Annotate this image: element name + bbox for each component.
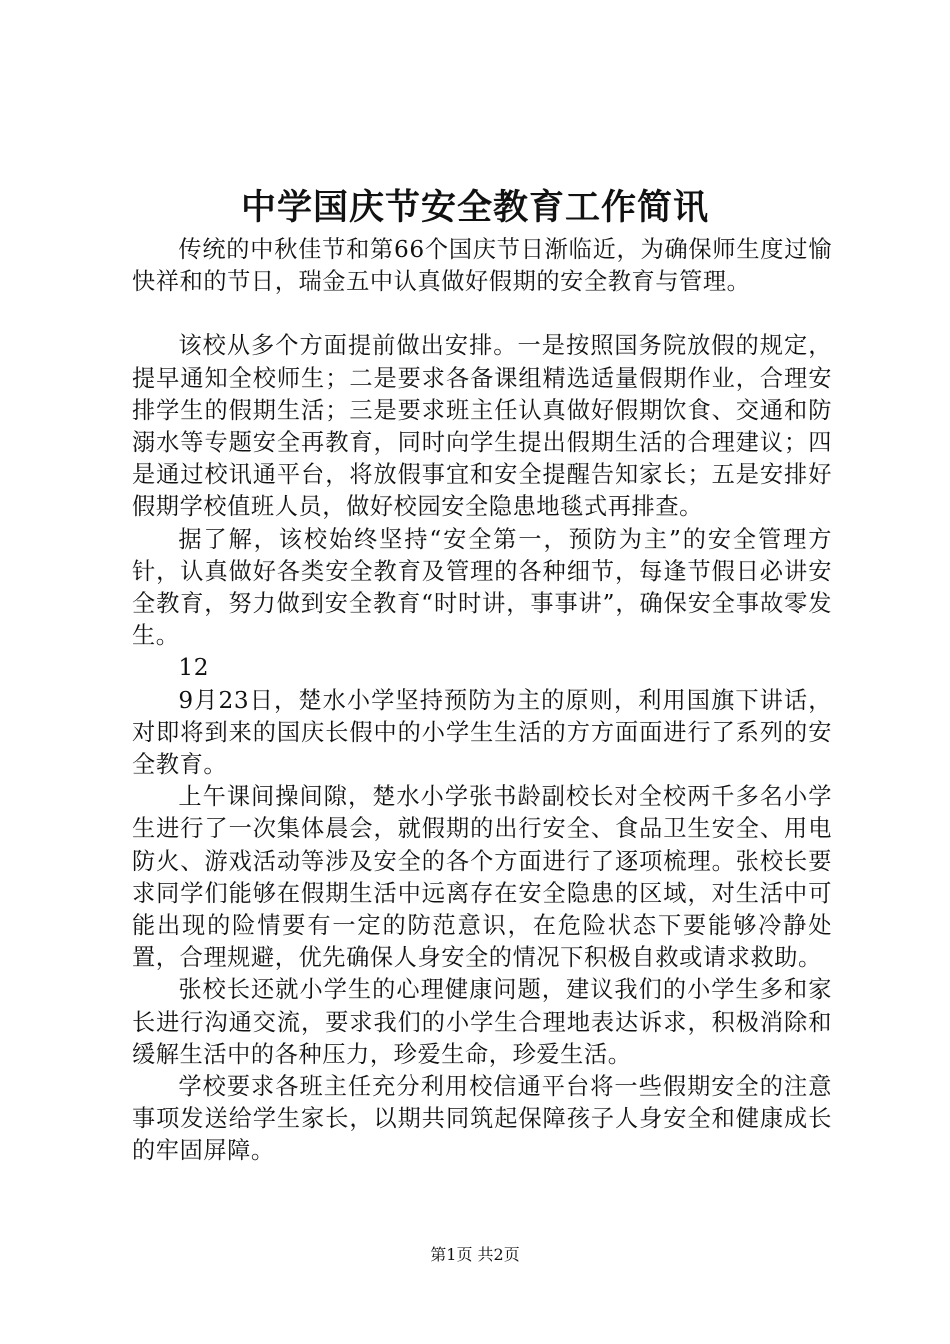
paragraph-intro: 传统的中秋佳节和第66个国庆节日渐临近，为确保师生度过愉快祥和的节日，瑞金五中认真做好假期的安全教育与管理。	[132, 236, 832, 296]
page-footer: 第1页 共2页	[430, 1245, 520, 1264]
paragraph-chushui-intro: 9月23日，楚水小学坚持预防为主的原则，利用国旗下讲话，对即将到来的国庆长假中的小学生生活的方方面面进行了系列的安全教育。	[132, 686, 832, 779]
document-body	[132, 234, 832, 1168]
paragraph-number: 12	[178, 654, 210, 682]
paragraph-parent-notice: 学校要求各班主任充分利用校信通平台将一些假期安全的注意事项发送给学生家长，以期共同筑起保障孩子人身安全和健康成长的牢固屏障。	[132, 1073, 832, 1165]
paragraph-arrangements: 该校从多个方面提前做出安排。一是按照国务院放假的规定，提早通知全校师生；二是要求各备课组精选适量假期作业，合理安排学生的假期生活；三是要求班主任认真做好假期饮食、交通和防溺水等专题安全再教育，同时向学生提出假期生活的合理建议；四是通过校讯通平台，将放假事宜和安全提醒告知家长；五是安排好假期学校值班人员，做好校园安全隐患地毯式再排查。	[132, 332, 832, 521]
document-title: 中学国庆节安全教育工作简讯	[240, 187, 709, 228]
paragraph-spacer	[132, 298, 832, 330]
paragraph-mental-health: 张校长还就小学生的心理健康问题，建议我们的小学生多和家长进行沟通交流，要求我们的小学生合理地表达诉求，积极消除和缓解生活中的各种压力，珍爱生命，珍爱生活。	[132, 976, 832, 1068]
paragraph-morning-assembly: 上午课间操间隙，楚水小学张书龄副校长对全校两千多名小学生进行了一次集体晨会，就假期的出行安全、食品卫生安全、用电防火、游戏活动等涉及安全的各个方面进行了逐项梳理。张校长要求同学们能够在假期生活中远离存在安全隐患的区域，对生活中可能出现的险情要有一定的防范意识，在危险状态下要能够冷静处置，合理规避，优先确保人身安全的情况下积极自救或请求救助。	[132, 783, 832, 972]
paragraph-policy: 据了解，该校始终坚持“安全第一，预防为主”的安全管理方针，认真做好各类安全教育及管理的各种细节，每逢节假日必讲安全教育，努力做到安全教育“时时讲，事事讲”，确保安全事故零发生。	[132, 525, 832, 650]
